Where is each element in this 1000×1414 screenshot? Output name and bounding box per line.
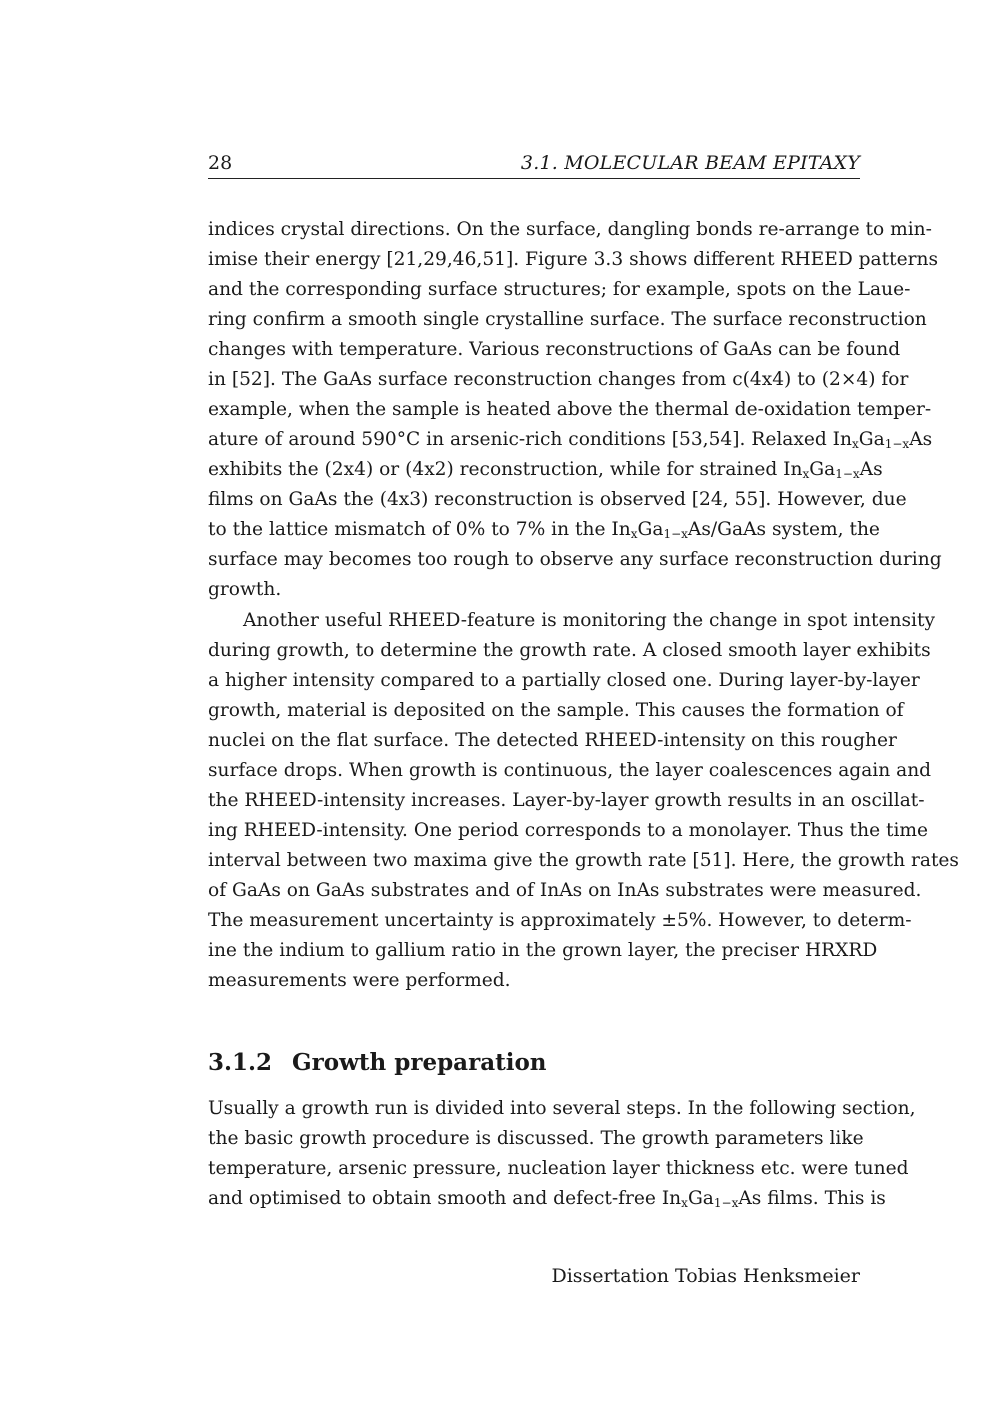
paragraph-1-line: exhibits the (2x4) or (4x2) reconstruction, while for strained $In_xGa_{1-x}As$ <box>208 459 883 481</box>
paragraph-1-line: growth. <box>208 579 282 600</box>
page-number: 28 <box>208 152 233 174</box>
paragraph-2-line: measurements were performed. <box>208 970 511 991</box>
paragraph-1-line: imise their energy [21,29,46,51]. Figure 3.3 shows different RHEED patterns <box>208 249 938 270</box>
paragraph-1-line: surface may becomes too rough to observe any surface reconstruction during <box>208 549 942 570</box>
running-header <box>208 150 860 179</box>
paragraph-3-line: temperature, arsenic pressure, nucleation layer thickness etc. were tuned <box>208 1158 909 1179</box>
paragraph-3-line: and optimised to obtain smooth and defect-free $In_xGa_{1-x}As$ films. This is <box>208 1188 886 1210</box>
paragraph-1-line: example, when the sample is heated above the thermal de-oxidation temper- <box>208 399 932 420</box>
paragraph-2-line: Another useful RHEED-feature is monitoring the change in spot intensity <box>243 610 935 631</box>
section-number: 3.1.2 <box>208 1049 273 1076</box>
paragraph-2-line: growth, material is deposited on the sample. This causes the formation of <box>208 700 904 721</box>
paragraph-2-line: nuclei on the flat surface. The detected RHEED-intensity on this rougher <box>208 730 897 751</box>
paragraph-1-line: to the lattice mismatch of 0% to 7% in the $In_xGa_{1-x}As$/GaAs system, the <box>208 519 880 541</box>
section-heading <box>208 1047 547 1079</box>
paragraph-2-line: interval between two maxima give the growth rate [51]. Here, the growth rates <box>208 850 959 871</box>
paragraph-3-line: Usually a growth run is divided into several steps. In the following section, <box>208 1098 916 1119</box>
paragraph-1-line: films on GaAs the (4x3) reconstruction is observed [24, 55]. However, due <box>208 489 907 510</box>
paragraph-2-line: of GaAs on GaAs substrates and of InAs on InAs substrates were measured. <box>208 880 922 901</box>
paragraph-1-line: ature of around 590°C in arsenic-rich conditions [53,54]. Relaxed $In_xGa_{1-x}As$ <box>208 429 933 451</box>
paragraph-3-line: the basic growth procedure is discussed. The growth parameters like <box>208 1128 864 1149</box>
paragraph-2-line: surface drops. When growth is continuous, the layer coalescences again and <box>208 760 932 781</box>
footer-author: Dissertation Tobias Henksmeier <box>551 1265 860 1287</box>
paragraph-2-line: during growth, to determine the growth rate. A closed smooth layer exhibits <box>208 640 931 661</box>
paragraph-2-line: a higher intensity compared to a partially closed one. During layer-by-layer <box>208 670 920 691</box>
paragraph-1-line: ring confirm a smooth single crystalline surface. The surface reconstruction <box>208 309 927 330</box>
paragraph-2-line: ine the indium to gallium ratio in the grown layer, the preciser HRXRD <box>208 940 878 961</box>
paragraph-2-line: ing RHEED-intensity. One period corresponds to a monolayer. Thus the time <box>208 820 929 841</box>
section-title: Growth preparation <box>292 1049 547 1076</box>
paragraph-2-line: the RHEED-intensity increases. Layer-by-layer growth results in an oscillat- <box>208 790 925 811</box>
paragraph-1-line: changes with temperature. Various reconstructions of GaAs can be found <box>208 339 901 360</box>
paragraph-2-line: The measurement uncertainty is approximately ±5%. However, to determ- <box>208 910 912 931</box>
paragraph-1-line: indices crystal directions. On the surface, dangling bonds re-arrange to min- <box>208 219 932 240</box>
paragraph-1-line: in [52]. The GaAs surface reconstruction changes from c(4x4) to (2×4) for <box>208 369 909 390</box>
paragraph-1-line: and the corresponding surface structures; for example, spots on the Laue- <box>208 279 911 300</box>
running-title: 3.1. MOLECULAR BEAM EPITAXY <box>520 152 860 174</box>
